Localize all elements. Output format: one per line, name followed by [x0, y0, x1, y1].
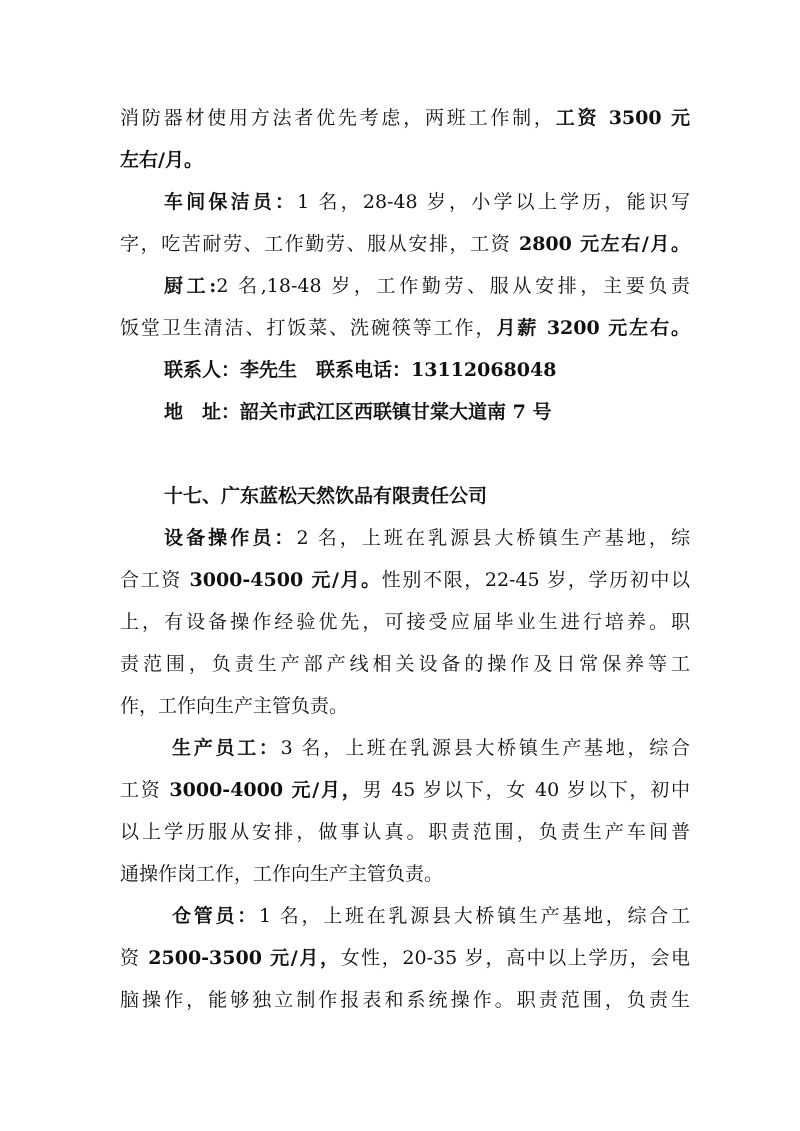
intro-line-1 [120, 106, 690, 130]
production-line-1 [172, 736, 690, 760]
address-label: 地 址： [164, 401, 241, 423]
warehouse-title: 仓管员： [172, 905, 259, 927]
production-text-2a: 工资 [120, 779, 170, 801]
contact-line: 联系人：李先生 联系电话：13112068048 [164, 359, 557, 381]
operator-line-5: 作，工作向生产主管负责。 [120, 695, 349, 717]
warehouse-line-2 [120, 946, 690, 970]
production-salary: 3000-4000 元/月， [169, 779, 363, 801]
production-text: 3 名，上班在乳源县大桥镇生产基地，综合 [280, 737, 690, 759]
operator-text: 2 名，上班在乳源县大桥镇生产基地，综 [296, 527, 690, 549]
production-line-4: 通操作岗工作，工作向生产主管负责。 [120, 863, 444, 885]
operator-line-3: 上，有设备操作经验优先，可接受应届毕业生进行培养。职 [120, 611, 690, 633]
warehouse-line-3: 脑操作，能够独立制作报表和系统操作。职责范围，负责生 [120, 989, 690, 1011]
intro-salary: 工资 3500 元 [555, 107, 690, 129]
cleaner-title: 车间保洁员： [164, 191, 298, 213]
cleaner-salary: 2800 元左右/月。 [518, 233, 690, 255]
warehouse-salary: 2500-3500 元/月， [148, 947, 341, 969]
cook-title: 厨工: [164, 275, 217, 297]
cleaner-line-2 [120, 232, 690, 256]
operator-text-2c: 性别不限，22-45 岁，学历初中以 [381, 569, 690, 591]
production-title: 生产员工： [172, 737, 281, 759]
production-line-2 [120, 778, 690, 802]
company-heading: 十七、广东蓝松天然饮品有限责任公司 [164, 485, 488, 507]
warehouse-line-1 [172, 904, 690, 928]
cook-line-1 [164, 274, 690, 298]
cook-salary: 月薪 3200 元左右。 [496, 317, 690, 339]
operator-salary: 3000-4500 元/月。 [189, 569, 382, 591]
warehouse-text: 1 名，上班在乳源县大桥镇生产基地，综合工 [258, 905, 690, 927]
address-line [164, 400, 690, 424]
cleaner-line-1 [164, 190, 690, 214]
address-value: 韶关市武江区西联镇甘棠大道南 7 号 [240, 401, 552, 423]
production-line-3: 以上学历服从安排，做事认真。职责范围，负责生产车间普 [120, 821, 690, 843]
production-text-2c: 男 45 岁以下，女 40 岁以下，初中 [362, 779, 690, 801]
cook-line-2 [120, 316, 690, 340]
intro-line-2 [120, 148, 690, 172]
operator-line-1 [164, 526, 690, 550]
intro-text: 消防器材使用方法者优先考虑，两班工作制， [120, 107, 556, 129]
operator-text-2a: 合工资 [120, 569, 190, 591]
cleaner-text: 1 名，28-48 岁，小学以上学历，能识写 [297, 191, 690, 213]
warehouse-text-2a: 资 [120, 947, 149, 969]
operator-title: 设备操作员： [164, 527, 297, 549]
warehouse-text-2c: 女性，20-35 岁，高中以上学历，会电 [340, 947, 690, 969]
cook-text: 2 名,18-48 岁，工作勤劳、服从安排，主要负责 [216, 275, 690, 297]
cook-text-2: 饭堂卫生清洁、打饭菜、洗碗筷等工作， [120, 317, 497, 339]
cleaner-text-2: 字，吃苦耐劳、工作勤劳、服从安排，工资 [120, 233, 519, 255]
intro-salary-unit: 左右/月。 [120, 149, 203, 171]
operator-line-4: 责范围，负责生产部产线相关设备的操作及日常保养等工 [120, 653, 690, 675]
operator-line-2 [120, 568, 690, 592]
